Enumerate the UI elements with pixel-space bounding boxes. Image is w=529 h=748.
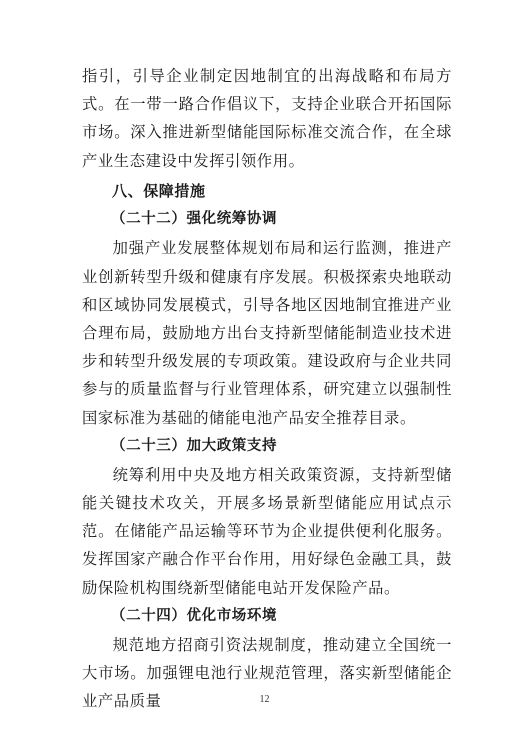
paragraph-coordination: 加强产业发展整体规划布局和运行监测，推进产业创新转型升级和健康有序发展。积极探索央地联动和区域协同发展模式，引导各地区因地制宜推进产业合理布局，鼓励地方出台支持新型储能制造业技术进步和转型升级发展的专项政策。建设政府与企业共同参与的质量监督与行业管理体系，研究建立以强制性国家标准为基础的储能电池产品安全推荐目录。 xyxy=(82,239,452,427)
subsection-heading-24: （二十四）优化市场环境 xyxy=(111,607,278,624)
paragraph-market-environment: 规范地方招商引资法规制度，推动建立全国统一大市场。加强锂电池行业规范管理，落实新型储能企业产品质量 xyxy=(82,635,452,711)
section-heading-safeguards: 八、保障措施 xyxy=(112,181,206,200)
paragraph-continued: 指引，引导企业制定因地制宜的出海战略和布局方式。在一带一路合作倡议下，支持企业联合开拓国际市场。深入推进新型储能国际标准交流合作，在全球产业生态建设中发挥引领作用。 xyxy=(82,67,452,170)
subsection-heading-23: （二十三）加大政策支持 xyxy=(111,437,278,454)
page-number: 12 xyxy=(259,694,270,705)
subsection-heading-22: （二十二）强化统筹协调 xyxy=(111,211,278,228)
paragraph-policy-support: 统筹利用中央及地方相关政策资源，支持新型储能关键技术攻关，开展多场景新型储能应用试点示范。在储能产品运输等环节为企业提供便利化服务。发挥国家产融合作平台作用，用好绿色金融工具，鼓励保险机构围绕新型储能电站开发保险产品。 xyxy=(82,465,452,597)
document-body xyxy=(82,62,452,715)
